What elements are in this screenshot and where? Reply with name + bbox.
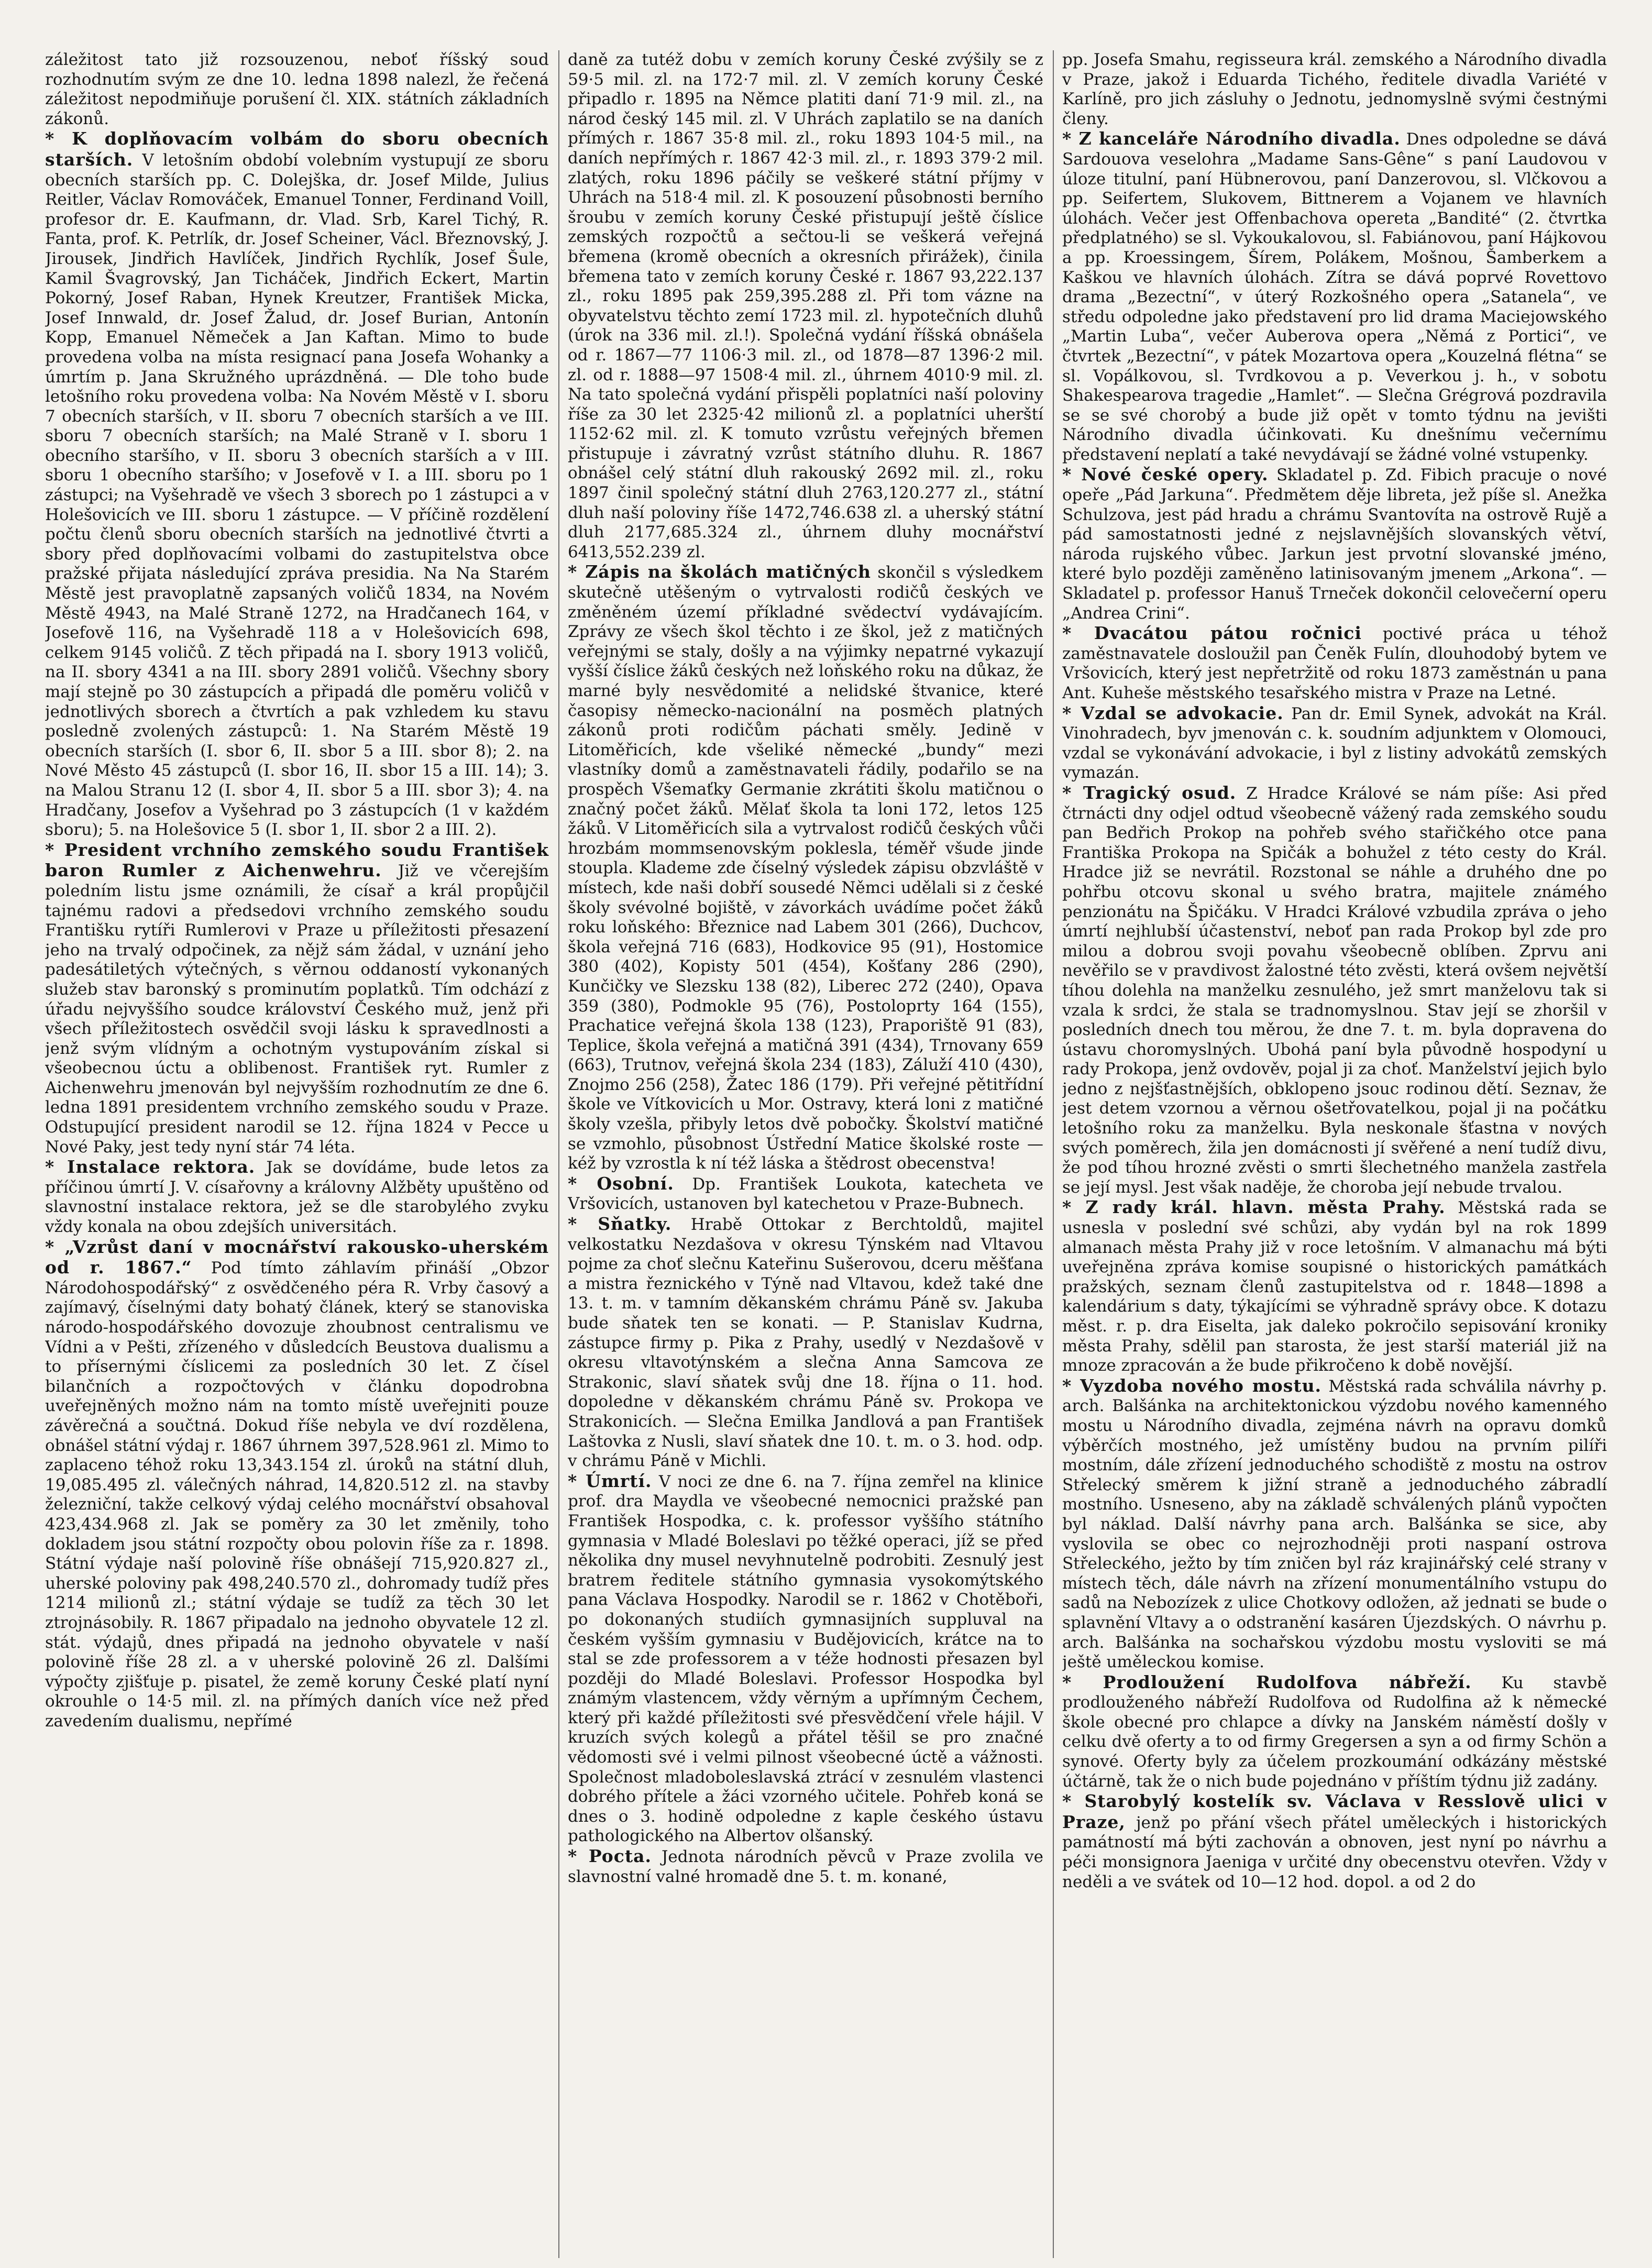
article-paragraph [568, 562, 1043, 1173]
article-heading: * Zápis na školách matičných [568, 562, 872, 582]
article-text: Městská rada schválila návrhy p. arch. Balšánka na architektonickou výzdobu nového kamenného mostu u Národního divadla, zejména návrh na opravu domků výběrčích mostného, jež umístěny budou na prvním pilíři mostním, dále zřízení jednoduchého schodiště z mostu na ostrov Střelecký směrem k jižní straně a jednoduchého zábradlí mostního. Usneseno, aby na základě schválených plánů vypočten byl náklad. Další návrhy pana arch. Balšánka se sice, aby vyslovila se obec co nejrozhodněji proti naspaní ostrova Střeleckého, ježto by tím zničen byl ráz krajinářský celé strany v místech těch, dále návrh na zřízení monumentálního vstupu do sadů na Nebozízek z ulice Chotkovy odložen, až jednati se bude o splavnění Vltavy a o odstranění kasáren Újezdských. O návrhu p. arch. Balšánka na sochařskou výzdobu mostu vysloviti se má ještě uměleckou komise. [1062, 1377, 1607, 1672]
article-paragraph [1062, 623, 1607, 703]
article-heading: * „Vzrůst daní v mocnářství rakousko-uherském od r. 1867.“ [45, 1236, 549, 1278]
article-paragraph [1062, 129, 1607, 465]
column-2 [568, 50, 1043, 2258]
article-paragraph [568, 1471, 1043, 1846]
article-paragraph [45, 50, 549, 129]
article-text: Jednota národních pěvců v Praze zvolila ve slavnostní valné hromadě dne 5. t. m. konané, [568, 1847, 1043, 1886]
article-paragraph [45, 840, 549, 1158]
article-heading: * Vzdal se advokacie. [1062, 702, 1284, 723]
article-heading: * Osobní. [568, 1173, 674, 1194]
article-text: poctivé práca u téhož zaměstnavatele dosloužil pan Čeněk Fulín, dlouhodobý bytem ve Vršovicích, který jest nepřetržitě od roku 1873 zaměstnán u pana Ant. Kuheše městského tesařského mistra v Praze na Letné. [1062, 624, 1607, 702]
article-text: Dp. František Loukota, katecheta ve Vršovicích, ustanoven byl katechetou v Praze-Bubnech. [568, 1174, 1043, 1214]
article-paragraph [45, 1237, 549, 1732]
article-paragraph [568, 1846, 1043, 1887]
article-paragraph [1062, 465, 1607, 623]
article-heading: * Starobylý kostelík sv. Václava v Resslově ulici v Praze, [1062, 1791, 1607, 1832]
article-text: jenž po přání všech přátel uměleckých i historických památností má býti zachován a obnoven, jest nyní po návrhu a péči monsignora Jaeniga v určité dny obecenstvu otevřen. Vždy v neděli a ve svátek od 10—12 hod. dopol. a od 2 do [1062, 1813, 1607, 1891]
article-heading: * Prodloužení Rudolfova nábřeží. [1062, 1671, 1472, 1692]
article-paragraph [1062, 1376, 1607, 1672]
article-text: Jak se dovídáme, bude letos za příčinou úmrtí J. V. císařovny a královny Alžběty upuštěno od slavnostní instalace rektora, jež se dle starobylého zvyku vždy konala na obou zdejších universitách. [45, 1158, 549, 1237]
article-heading: * Instalace rektora. [45, 1157, 256, 1177]
article-heading: * Dvacátou pátou ročnici [1062, 623, 1362, 644]
article-heading: * K doplňovacím volbám do sboru obecních starších. [45, 128, 549, 170]
column-divider [558, 50, 559, 2258]
article-heading: * Pocta. [568, 1846, 652, 1867]
article-text: Z Hradce Králové se nám píše: Asi před čtrnácti dny odjel odtud všeobecně vážený rada zemského soudu pan Bedřich Prokop na pohřeb svého stařičkého otce pana Františka Prokopa na Spičák a bohužel z této cesty do Král. Hradce již se nevrátil. Rozstonal se náhle a druhého dne po pohřbu otcovu skonal u svého bratra, majitele známého penzionátu na Špičáku. V Hradci Králové vzbudila zpráva o jeho úmrtí nejhlubší účastenství, neboť pan rada Prokop byl zde pro milou a dobrou svoji povahu všeobecně oblíben. Zprvu ani nevěřilo se v pravdivost žalostné této zvěsti, která ovšem největší tíhou dolehla na manželku zesnulého, jež smrt manželovu tak si vzala k srdci, že stala se tradnomyslnou. Stav její se zhoršil v posledních dnech tou měrou, že dne 7. t. m. byla dopravena do ústavu choromyslných. Ubohá paní byla původně hospodyní u rady Prokopa, jenž ovdověv, pojal ji za choť. Manželství jejich bylo jedno z nejšťastnějších, obklopeno jsouc rodinou dětí. Seznav, že jest detem vzornou a věrnou ošetřovatelkou, pojal ji na počátku letošního roku za manželku. Byla neskonale šťastna v nových svých poměrech, žila jen domácnosti jí svěřené a není tudíž divu, že pod tíhou hrozné zvěsti o smrti šlechetného manžela zastřela se její mysl. Jest však naděje, že choroba její nebude trvalou. [1062, 784, 1607, 1197]
article-heading: * Z kanceláře Národního divadla. [1062, 128, 1401, 149]
article-text: Pod tímto záhlavím přináší „Obzor Národohospodářský“ z osvědčeného péra R. Vrby časový a zajímavý, číselnými daty bohatý článek, který se stanoviska národo-hospodářského dovozuje zhoubnost centralismu ve Vídni a v Pešti, zřízeného v důsledcích Beustova dualismu a to přísernými číslicemi za posledních 30 let. Z čísel bilančních a rozpočtových v článku dopodrobna uveřejněných možno nám na tomto místě uveřejniti pouze závěrečná a součtná. Dokud říše nebyla ve dví rozdělena, obnášel státní výdaj r. 1867 úhrnem 397,528.961 zl. Mimo to zaplaceno téhož roku 13,343.154 zl. úroků na státní dluh, 19,085.495 zl. válečných náhrad, 14,820.512 zl. na stavby železniční, takže celkový výdaj celého mocnářství obsahoval 423,434.968 zl. Jak se poměry za 30 let změnily, toho dokladem jsou státní rozpočty obou polovin říše za r. 1898. Státní výdaje naší polovině říše obnášejí 715,920.827 zl., uherské poloviny pak 498,240.570 zl., dohromady tudíž přes 1214 milionů zl.; státní výdaje se tudíž za těch 30 let ztrojnásobily. R. 1867 připadalo na jednoho obyvatele 12 zl. stát. výdajů, dnes připadá na jednoho obyvatele v naší polovině říše 28 zl. a v uherské polovině 26 zl. Dalšími výpočty zjišťuje p. pisatel, že země koruny České platí nyní okrouhle o 14·5 mil. zl. na přímých daních více než před zavedením dualismu, nepřímé [45, 1259, 549, 1731]
article-paragraph [45, 129, 549, 840]
article-text: daně za tutéž dobu v zemích koruny České zvýšily se z 59·5 mil. zl. na 172·7 mil. zl. V zemích koruny České připadlo r. 1895 na Němce platiti daní 71·9 mil. zl., na národ český 145 mil. zl. V Uhrách zaplatilo se na daních přímých r. 1867 35·8 mil. zl., roku 1893 104·5 mil., na daních nepřímých r. 1867 42·3 mil. zl., r. 1893 379·2 mil. zlatých, roku 1896 páčily se veškeré státní příjmy v Uhrách na 518·4 mil. zl. K posouzení působnosti berního šroubu v zemích koruny České přistupují ještě číslice zemských rozpočtů a sečtou-li se veškerá veřejná břemena (kromě obecních a okresních přirážek), činila břemena tato v zemích koruny České r. 1867 93,222.137 zl., roku 1895 pak 259,395.288 zl. Při tom vázne na obyvatelstvu těchto zemí 1723 mil. zl. hypotečních dluhů (úrok na 336 mil. zl.!). Společná vydání říšská obnášela od r. 1867—77 1106·3 mil. zl., od 1878—87 1396·2 mil. zl. od r. 1888—97 1508·4 mil. zl., úhrnem 4010·9 mil. zl. Na tato společná vydání přispěli poplatníci naší poloviny říše za 30 let 2325·42 milionů zl. a poplatníci uherští 1152·62 mil. zl. K tomuto vzrůstu veřejných břemen přistupuje i závratný vzrůst státního dluhu. R. 1867 obnášel celý státní dluh rakouský 2692 mil. zl., roku 1897 činil společný státní dluh 2763,120.277 zl., státní dluh naší poloviny říše 1472,746.638 zl. a uherský státní dluh 2177,685.324 zl., úhrnem dluhy mocnářství 6413,552.239 zl. [568, 50, 1043, 562]
article-paragraph [1062, 1197, 1607, 1375]
article-paragraph [568, 50, 1043, 562]
article-text: Již ve včerejším poledním listu jsme oznámili, že císař a král propůjčil tajnému radovi a předsedovi vrchního zemského soudu Františku rytíři Rumlerovi v Praze u příležitosti přesazení jeho na trvalý odpočinek, za nějž sám žádal, v uznání jeho padesátiletých výtečných, s věrnou oddaností vykonaných služeb stav baronský s prominutím poplatků. Tím odchází z úřadu nejvyššího soudce království Českého muž, jenž při všech příležitostech osvědčil svoji lásku k spravedlnosti a jenž svým vlídným a ochotným vystupováním získal si všeobecnou úctu a oblibenost. František ryt. Rumler z Aichenwehru jmenován byl nejvyšším rozhodnutím ze dne 6. ledna 1891 presidentem vrchního zemského soudu v Praze. Odstupující president narodil se 12. října 1824 v Pecce u Nové Paky, jest tedy nyní stár 74 léta. [45, 862, 549, 1157]
article-heading: * Z rady král. hlavn. města Prahy. [1062, 1197, 1446, 1218]
article-text: Dnes odpoledne se dává Sardouova veselohra „Madame Sans-Gêne“ s paní Laudovou v úloze titulní, paní Hübnerovou, paní Danzerovou, sl. Vlčkovou a pp. Seifertem, Slukovem, Bittnerem a Vojanem ve hlavních úlohách. Večer jest Offenbachova opereta „Bandité“ (2. čtvrtka předplatného) se sl. Vykoukalovou, sl. Fabiánovou, paní Hájkovou a pp. Kroessingem, Šírem, Polákem, Mošnou, Šamberkem a Kaškou ve hlavních úlohách. Zítra se dává poprvé Rovettovo drama „Bezectní“, v úterý Rozkošného opera „Satanela“, ve středu odpoledne jako představení pro lid drama Maciejowského „Martin Luba“, večer Auberova opera „Němá z Portici“, ve čtvrtek „Bezectní“, v pátek Mozartova opera „Kouzelná flétna“ se sl. Vopálkovou, sl. Tvrdkovou a p. Veverkou j. h., v sobotu Shakespearova tragedie „Hamlet“. — Slečna Grégrová pozdravila se se své chorobý a bude již opět v tomto týdnu na jevišti Národního divadla účinkovati. Ku dnešnímu večernímu představení neplatí a také nevydávají se žádné volné vstupenky. [1062, 130, 1607, 464]
article-paragraph [568, 1174, 1043, 1214]
article-text: Ku stavbě prodlouženého nábřeží Rudolfova od Rudolfina až k německé škole obecné pro chlapce a dívky na Janském náměstí došly v celku dvě oferty a to od firmy Gregersen a syn a od firmy Schön a synové. Oferty byly za účelem prozkoumání odkázány městské účtárně, tak že o nich bude pojednáno v příštím týdnu již zadány. [1062, 1673, 1607, 1791]
article-heading: * Vyzdoba nového mostu. [1062, 1375, 1322, 1396]
article-paragraph [1062, 1672, 1607, 1792]
article-text: Městská rada se usnesla v poslední své schůzi, aby vydán byl na rok 1899 almanach města Prahy již v roce letošním. V almanachu má býti uveřejněna zpráva komise soupisné o historických památkách pražských, seznam členů zastupitelstva od r. 1848—1898 a kalendárium s daty, týkajícími se výhradně správy obce. K dotazu měst. r. p. dra Eiselta, jak daleko pokročilo sepisování kroniky města Prahy, sdělil pan starosta, že jest starší materiál již na mnoze zpracován a že bude přikročeno k době novější. [1062, 1198, 1607, 1375]
article-heading: * Tragický osud. [1062, 782, 1237, 803]
article-paragraph [1062, 703, 1607, 783]
article-text: záležitost tato již rozsouzenou, neboť říšský soud rozhodnutím svým ze dne 10. ledna 1898 nalezl, že řečená záležitost nepodmiňuje porušení čl. XIX. státních základních zákonů. [45, 50, 549, 128]
article-heading: * President vrchního zemského soudu František baron Rumler z Aichenwehru. [45, 839, 549, 881]
article-heading: * Nové české opery. [1062, 464, 1269, 485]
article-text: V letošním období volebním vystupují ze sboru obecních starších pp. C. Dolejška, dr. Josef Milde, Julius Reitler, Václav Romováček, Emanuel Tonner, Ferdinand Voill, profesor dr. E. Kaufmann, dr. Vlad. Srb, Karel Tichý, R. Fanta, prof. K. Petrlík, dr. Josef Scheiner, Václ. Březnovský, J. Jirousek, Jindřich Havlíček, Jindřich Rychlík, Josef Šule, Kamil Švagrovský, Jan Ticháček, Jindřich Eckert, Martin Pokorný, Josef Raban, Hynek Kreutzer, František Micka, Josef Innwald, dr. Josef Žalud, dr. Josef Burian, Antonín Kopp, Emanuel Němeček a Jan Kaftan. Mimo to bude provedena volba na místa resignací pana Josefa Wohanky a úmrtím p. Jana Skružného uprázdněná. — Dle toho bude letošního roku provedena volba: Na Novém Městě v I. sboru 7 obecních starších, v II. sboru 7 obecních starších a ve III. sboru 7 obecních starších; na Malé Straně v I. sboru 1 obecního staršího, v II. sboru 3 obecních starších a v III. sboru 1 obecního staršího; v Josefově v I. a III. sboru po 1 zástupci; na Vyšehradě ve všech 3 sborech po 1 zástupci a v Holešovicích ve III. sboru 1 zástupce. — V příčině rozdělení počtu členů sboru obecních starších na jednotlivé čtvrti a sbory před doplňovacími volbami do zastupitelstva obce pražské přijata následující zpráva presidia. Na Na Starém Městě jest pravoplatně zapsaných voličů 1834, na Novém Městě 4943, na Malé Straně 1272, na Hradčanech 164, v Josefově 116, na Vyšehradě 118 a v Holešovicích 698, celkem 9145 voličů. Z těch připadá na I. sbory 1913 voličů, na II. sbory 4341 a na III. sbory 2891 voličů. Všechny sbory mají stejně po 30 zástupcích a připadá dle poměru voličů v jednotlivých sborech a čtvrtích a pak vzhledem ku stavu posledně zvolených zástupců: 1. Na Starém Městě 19 obecních starších (I. sbor 6, II. sbor 5 a III. sbor 8); 2. na Nové Město 45 zástupců (I. sbor 16, II. sbor 15 a III. 14); 3. na Malou Stranu 12 (I. sbor 4, II. sbor 5 a III. sbor 3); 4. na Hradčany, Josefov a Vyšehrad po 3 zástupcích (1 v každém sboru); 5. na Holešovice 5 (I. sbor 1, II. sbor 2 a III. 2). [45, 150, 549, 840]
article-paragraph [1062, 1791, 1607, 1892]
article-paragraph [1062, 783, 1607, 1197]
article-text: V noci ze dne 6. na 7. října zemřel na klinice prof. dra Maydla ve všeobecné nemocnici pražské pan František Hospodka, c. k. professor vyššího státního gymnasia v Mladé Boleslavi po těžké operaci, jíž se před několika dny musel nevyhnutelně podrobiti. Zesnulý jest bratrem ředitele státního gymnasia vysokomýtského pana Václava Hospodky. Narodil se r. 1862 v Chotěboři, po dokonaných studiích gymnasijních suppluval na českém vyšším gymnasiu v Budějovicích, krátce na to stal se zde professorem a v téže hodnosti přesazen byl později do Mladé Boleslavi. Professor Hospodka byl známým vlastencem, vždy věrným a upřímným Čechem, který při každé příležitosti své přesvědčení vřele hájil. V kruzích svých kolegů a přátel těšil se pro značné vědomosti své i velmi pilnost všeobecné úctě a vážnosti. Společnost mladoboleslavská ztrácí v zesnulém vlastenci dobrého přítele a žáci vzorného učitele. Pohřeb koná se dnes o 3. hodině odpoledne z kaple českého ústavu pathologického na Albertov olšanský. [568, 1472, 1043, 1846]
article-heading: * Úmrtí. [568, 1470, 652, 1491]
article-paragraph [568, 1214, 1043, 1471]
article-text: Hrabě Ottokar z Berchtoldů, majitel velkostatku Nezdašova v okresu Týnském nad Vltavou pojme za choť slečnu Kateřinu Sušerovou, dceru měšťana a mistra řeznického v Týně nad Vltavou, kdež také dne 13. t. m. v tamním děkanském chrámu Páně sv. Jakuba bude sňatek ten se konati. — P. Stanislav Kudrna, zástupce firmy p. Pika z Prahy, usedlý v Nezdašově v okresu vltavotýnském a slečna Anna Samcova ze Strakonic, slaví sňatek svůj dne 18. října o 11. hod. dopoledne v děkanském chrámu Páně sv. Prokopa ve Strakonicích. — Slečna Emilka Jandlová a pan František Laštovka z Nusli, slaví sňatek dne 10. t. m. o 3. hod. odp. v chrámu Páně v Michli. [568, 1215, 1043, 1471]
article-text: Pan dr. Emil Synek, advokát na Král. Vinohradech, byv jmenován c. k. soudním adjunktem v Olomouci, vzdal se vykonávání advokacie, i byl z listiny advokátů zemských vymazán. [1062, 704, 1607, 783]
article-heading: * Sňatky. [568, 1214, 672, 1235]
article-text: pp. Josefa Smahu, regisseura král. zemského a Národního divadla v Praze, jakož i Eduarda Tichého, ředitele divadla Variété v Karlíně, pro jich zásluhy o Jednotu, jednomyslně svými čestnými členy. [1062, 50, 1607, 128]
article-text: Skladatel p. Zd. Fibich pracuje o nové opeře „Pád Jarkuna“. Předmětem děje libreta, jež píše sl. Anežka Schulzova, jest pád hradu a chrámu Svantovíta na ostrově Rujě a pád samostatnosti jedné z nejslavnějších slovanských větví, národa rujského vůbec. Jarkun jest prvotní slovanské jméno, které bylo později zaměněno latinisovaným jmenem „Arkona“. — Skladatel p. professor Hanuš Trneček dokončil celovečerní operu „Andrea Crini“. [1062, 466, 1607, 623]
article-paragraph [1062, 50, 1607, 129]
article-paragraph [45, 1157, 549, 1237]
column-divider [1053, 50, 1054, 2258]
column-3 [1062, 50, 1607, 2258]
article-text: skončil s výsledkem skutečně utěšeným o vytrvalosti rodičů českých ve změněném území příkladné svědectví vydávajícím. Zprávy ze všech škol těchto i ze škol, jež z matičných veřejnými se staly, došly a na výjimky nepatrné vykazují vyšší číslice žáků českých než loňského roku na důkaz, že marné byly nesvědomité a nelidské štvanice, které časopisy německo-nacionální na posměch platných zákonů proti rodičům páchati směly. Jedině v Litoměřicích, kde všeliké německé „bundy“ mezi vlastníky domů a zaměstnavateli řádily, podařilo se na prospěch Všemaťky Germanie zkrátiti školu matičnou o značný počet žáků. Mělať škola ta loni 172, letos 125 žáků. V Litoměřicích sila a vytrvalost rodičů českých vůči hrozbám mommsenovským poklesla, téměř všude jinde stoupla. Klademe zde číselný výsledek zápisu obzvláště v místech, kde naši dobří sousedé Němci udělali si z české školy svévolné bojiště, v závorkách uvádíme počet žáků roku loňského: Březnice nad Labem 301 (266), Duchcov, škola veřejná 716 (683), Hodkovice 95 (91), Hostomice 380 (402), Kopisty 501 (454), Košťany 286 (290), Kunčičky ve Slezsku 138 (82), Liberec 272 (240), Opava 359 (380), Podmokle 95 (76), Postoloprty 164 (155), Prachatice veřejná škola 138 (123), Praporiště 91 (83), Teplice, škola veřejná a matičná 391 (434), Trnovany 659 (663), Trutnov, veřejná škola 234 (183), Záluží 410 (430), Znojmo 256 (258), Žatec 186 (179). Při veřejné pětitřídní škole ve Vítkovicích u Mor. Ostravy, která loni z matičné školy vzešla, přibyly letos dvě pobočky. Školství matičné se vzmohlo, působnost Ústřední Matice školské roste — kéž by vzrostla k ní též láska a štědrost obecenstva! [568, 563, 1043, 1173]
column-1 [45, 50, 549, 2258]
